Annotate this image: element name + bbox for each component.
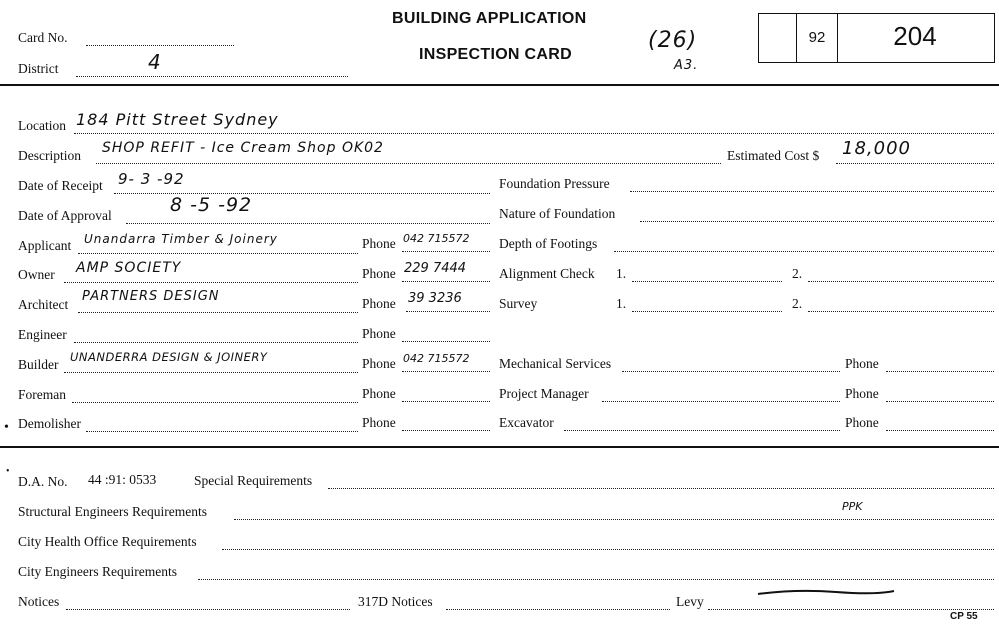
number-box [836,13,995,63]
approval-value: 8 -5 -92 [170,194,253,216]
da-label: D.A. No. [18,474,68,489]
health-label: City Health Office Requirements [18,534,197,549]
alignment-check-label: Alignment Check [499,266,595,281]
engineer-phone-label: Phone [362,326,396,341]
receipt-label: Date of Receipt [18,178,103,193]
year-box [796,13,838,63]
blank-box [758,13,797,63]
foreman-phone-line [402,401,490,402]
description-label: Description [18,148,81,163]
project-manager-phone-line [886,401,994,402]
structural-initials: PPK [842,500,863,513]
estimated-cost-label: Estimated Cost $ [727,148,820,163]
district-value: 4 [148,50,162,74]
estimated-cost-line [836,163,994,164]
applicant-phone-value: 042 715572 [403,232,470,245]
receipt-value: 9- 3 -92 [118,170,185,188]
foreman-line [72,402,358,403]
applicant-label: Applicant [18,238,72,253]
levy-pen-stroke [756,586,896,598]
mechanical-label: Mechanical Services [499,356,612,371]
builder-phone-value: 042 715572 [403,352,470,365]
depth-footings-label: Depth of Footings [499,236,598,251]
approval-label: Date of Approval [18,208,112,223]
notices-label: Notices [18,594,60,609]
levy-line [708,609,994,610]
card-no-line [86,45,234,46]
mechanical-phone-label: Phone [845,356,879,371]
foreman-phone-label: Phone [362,386,396,401]
form-code: CP 55 [950,611,978,622]
builder-phone-line [402,371,490,372]
details-divider [0,446,999,448]
notices-line [66,609,350,610]
owner-phone-line [402,281,490,282]
architect-value: PARTNERS DESIGN [82,289,220,304]
demolisher-phone-line [402,430,490,431]
city-engineers-label: City Engineers Requirements [18,564,177,579]
margin-mark: • [6,466,10,477]
structural-label: Structural Engineers Requirements [18,504,207,519]
engineer-line [74,342,358,343]
card-no-label: Card No. [18,30,68,45]
city-engineers-line [198,579,994,580]
applicant-phone-label: Phone [362,236,396,251]
survey-one-label: 1. [616,296,627,311]
nature-foundation-line [640,221,994,222]
architect-label: Architect [18,297,69,312]
foundation-pressure-label: Foundation Pressure [499,176,610,191]
alignment-one-label: 1. [616,266,627,281]
project-manager-line [602,401,840,402]
builder-value: UNANDERRA DESIGN & JOINERY [70,350,268,364]
demolisher-line [86,431,358,432]
owner-label: Owner [18,267,55,282]
owner-value: AMP SOCIETY [76,260,182,276]
mechanical-phone-line [886,371,994,372]
description-value: SHOP REFIT - Ice Cream Shop OK02 [102,140,384,156]
health-line [222,549,994,550]
owner-line [64,282,358,283]
location-value: 184 Pitt Street Sydney [76,110,279,129]
approval-line [126,223,490,224]
alignment-two-label: 2. [792,266,803,281]
survey-two-line [808,311,994,312]
alignment-one-line [632,281,782,282]
excavator-label: Excavator [499,415,554,430]
district-line [76,76,348,77]
da-value: 44 :91: 0533 [88,472,157,487]
notices-317d-line [446,609,670,610]
alignment-two-line [808,281,994,282]
special-label: Special Requirements [194,473,313,488]
nature-foundation-label: Nature of Foundation [499,206,616,221]
survey-one-line [632,311,782,312]
project-manager-phone-label: Phone [845,386,879,401]
applicant-line [78,253,358,254]
builder-label: Builder [18,357,59,372]
depth-footings-line [614,251,994,252]
survey-two-label: 2. [792,296,803,311]
survey-label: Survey [499,296,538,311]
levy-label: Levy [676,594,704,609]
description-line [96,163,721,164]
number-box-value: 204 [893,21,937,51]
architect-line [78,312,358,313]
project-manager-label: Project Manager [499,386,589,401]
builder-phone-label: Phone [362,356,396,371]
mechanical-line [622,371,840,372]
excavator-line [564,430,840,431]
structural-line [234,519,994,520]
architect-phone-value: 39 3236 [408,291,462,306]
excavator-phone-line [886,430,994,431]
location-label: Location [18,118,66,133]
engineer-label: Engineer [18,327,67,342]
owner-phone-value: 229 7444 [404,261,467,276]
applicant-phone-line [402,251,490,252]
form-title-line1: BUILDING APPLICATION [392,10,587,27]
form-title-line2: INSPECTION CARD [419,46,572,63]
excavator-phone-label: Phone [845,415,879,430]
year-box-value: 92 [808,29,826,46]
foreman-label: Foreman [18,387,66,402]
owner-phone-label: Phone [362,266,396,281]
engineer-phone-line [402,341,490,342]
special-line [328,488,994,489]
notices-317d-label: 317D Notices [358,594,433,609]
demolisher-phone-label: Phone [362,415,396,430]
architect-phone-line [406,311,490,312]
applicant-value: Unandarra Timber & Joinery [84,232,278,246]
handwritten-annotation: (26) [648,28,698,53]
builder-line [64,372,358,373]
margin-dot: • [4,420,9,435]
demolisher-label: Demolisher [18,416,81,431]
header-divider [0,84,999,86]
architect-phone-label: Phone [362,296,396,311]
handwritten-annotation-sub: A3. [674,58,699,73]
district-label: District [18,61,59,76]
foundation-pressure-line [630,191,994,192]
location-line [74,133,994,134]
estimated-cost-value: 18,000 [842,138,911,159]
